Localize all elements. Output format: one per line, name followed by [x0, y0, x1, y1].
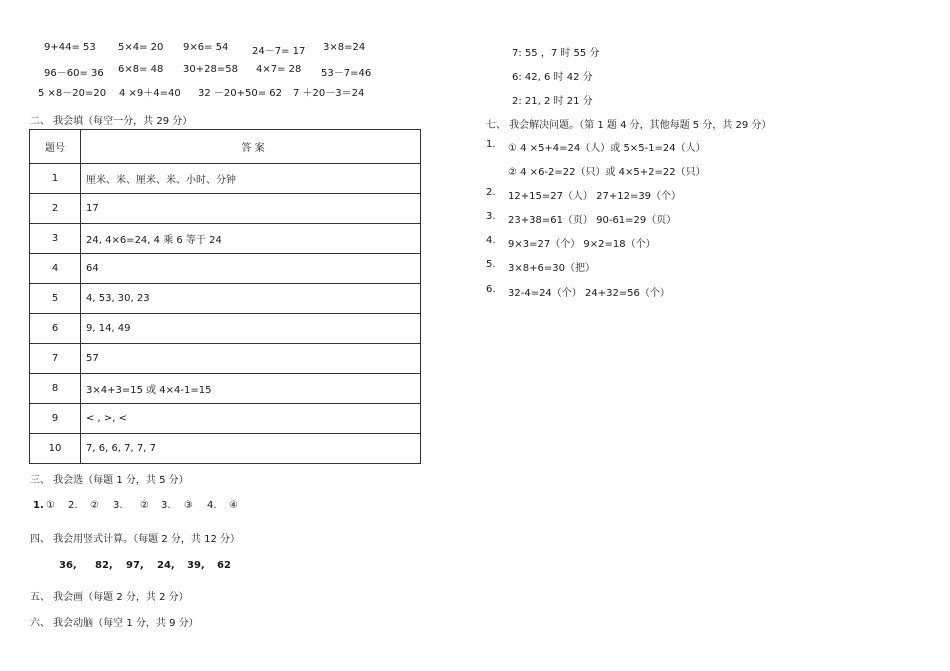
- row-number: 1: [30, 164, 81, 194]
- calc-item: 5 ×8－20=20: [38, 88, 107, 99]
- row-number: 5: [30, 284, 81, 314]
- table-row: [30, 314, 421, 344]
- row-number: 6: [30, 314, 81, 344]
- choice-label: 3.: [161, 500, 171, 511]
- choice-value: ②: [90, 500, 99, 511]
- row-answer: 3×4+3=15 或 4×4-1=15: [81, 374, 421, 404]
- choice-label: 4.: [207, 500, 217, 511]
- table-row: [30, 194, 421, 224]
- calc-answer: 39,: [187, 560, 205, 571]
- time-answer: 2: 21, 2 时 21 分: [512, 96, 593, 107]
- choice-value: ③: [184, 500, 193, 511]
- row-answer: 24, 4×6=24, 4 乘 6 等于 24: [81, 224, 421, 254]
- header-answer: 答 案: [81, 130, 421, 164]
- table-header-row: [30, 130, 421, 164]
- calc-item: 53－7=46: [321, 68, 372, 79]
- row-number: 9: [30, 404, 81, 434]
- calc-answer: 36,: [59, 560, 77, 571]
- table-row: [30, 254, 421, 284]
- calc-item: 4 ×9＋4=40: [119, 88, 181, 99]
- choice-label: 2.: [68, 500, 78, 511]
- problem-answer: 9×3=27（个） 9×2=18（个）: [508, 239, 656, 250]
- problem-number: 4.: [486, 235, 496, 246]
- table-row: [30, 164, 421, 194]
- row-answer: 7, 6, 6, 7, 7, 7: [81, 434, 421, 464]
- section-3-title: 三、 我会选（每题 1 分，共 5 分）: [30, 475, 189, 486]
- table-row: [30, 404, 421, 434]
- section-5-title: 五、 我会画（每题 2 分，共 2 分）: [30, 592, 189, 603]
- choice-value: ④: [229, 500, 238, 511]
- row-number: 8: [30, 374, 81, 404]
- time-answer: 7: 55 ，7 时 55 分: [512, 48, 600, 59]
- section-6-title: 六、 我会动脑（每空 1 分，共 9 分）: [30, 618, 199, 629]
- calc-item: 4×7= 28: [256, 64, 302, 75]
- row-number: 4: [30, 254, 81, 284]
- time-answer: 6: 42, 6 时 42 分: [512, 72, 593, 83]
- section-4-title: 四、 我会用竖式计算。（每题 2 分，共 12 分）: [30, 534, 240, 545]
- table-row: [30, 344, 421, 374]
- calc-item: 9×6= 54: [183, 42, 229, 53]
- calc-item: 5×4= 20: [118, 42, 164, 53]
- choice-label: 1.: [33, 500, 44, 511]
- header-number: 题号: [30, 130, 81, 164]
- row-number: 7: [30, 344, 81, 374]
- calc-answer: 82,: [95, 560, 113, 571]
- answer-table: [29, 129, 421, 464]
- choice-value: ①: [46, 500, 55, 511]
- row-answer: 17: [81, 194, 421, 224]
- table-row: [30, 434, 421, 464]
- problem-number: 5.: [486, 259, 496, 270]
- calc-answer: 62: [217, 560, 231, 571]
- problem-number: 2.: [486, 187, 496, 198]
- choice-label: 3.: [113, 500, 123, 511]
- calc-item: 6×8= 48: [118, 64, 164, 75]
- problem-answer: 3×8+6=30（把）: [508, 263, 595, 274]
- problem-number: 3.: [486, 211, 496, 222]
- calc-item: 96－60= 36: [44, 68, 104, 79]
- problem-answer: ② 4 ×6-2=22（只）或 4×5+2=22（只）: [508, 167, 706, 178]
- table-row: [30, 284, 421, 314]
- row-answer: 9, 14, 49: [81, 314, 421, 344]
- calc-item: 7 ＋20－3＝24: [293, 88, 365, 99]
- row-number: 2: [30, 194, 81, 224]
- calc-item: 32 －20+50= 62: [198, 88, 283, 99]
- problem-answer: 32-4=24（个） 24+32=56（个）: [508, 288, 670, 299]
- table-row: [30, 224, 421, 254]
- row-answer: 厘米、米、厘米、米、小时、分钟: [81, 164, 421, 194]
- problem-answer: 12+15=27（人） 27+12=39（个）: [508, 191, 682, 202]
- section-2-title: 二、 我会填（每空一分，共 29 分）: [30, 116, 193, 127]
- row-answer: < , >, <: [81, 404, 421, 434]
- calc-answer: 24,: [157, 560, 175, 571]
- problem-number: 1.: [486, 139, 496, 150]
- row-answer: 64: [81, 254, 421, 284]
- row-number: 10: [30, 434, 81, 464]
- problem-number: 6.: [486, 284, 496, 295]
- problem-answer: 23+38=61（页） 90-61=29（页）: [508, 215, 677, 226]
- calc-item: 24－7= 17: [252, 46, 306, 57]
- calc-item: 3×8=24: [323, 42, 366, 53]
- row-answer: 4, 53, 30, 23: [81, 284, 421, 314]
- calc-item: 9+44= 53: [44, 42, 96, 53]
- calc-answer: 97,: [126, 560, 144, 571]
- choice-value: ②: [140, 500, 149, 511]
- row-answer: 57: [81, 344, 421, 374]
- table-row: [30, 374, 421, 404]
- problem-answer: ① 4 ×5+4=24（人）或 5×5-1=24（人）: [508, 143, 706, 154]
- row-number: 3: [30, 224, 81, 254]
- section-7-title: 七、 我会解决问题。（第 1 题 4 分，其他每题 5 分，共 29 分）: [486, 120, 772, 131]
- calc-item: 30+28=58: [183, 64, 238, 75]
